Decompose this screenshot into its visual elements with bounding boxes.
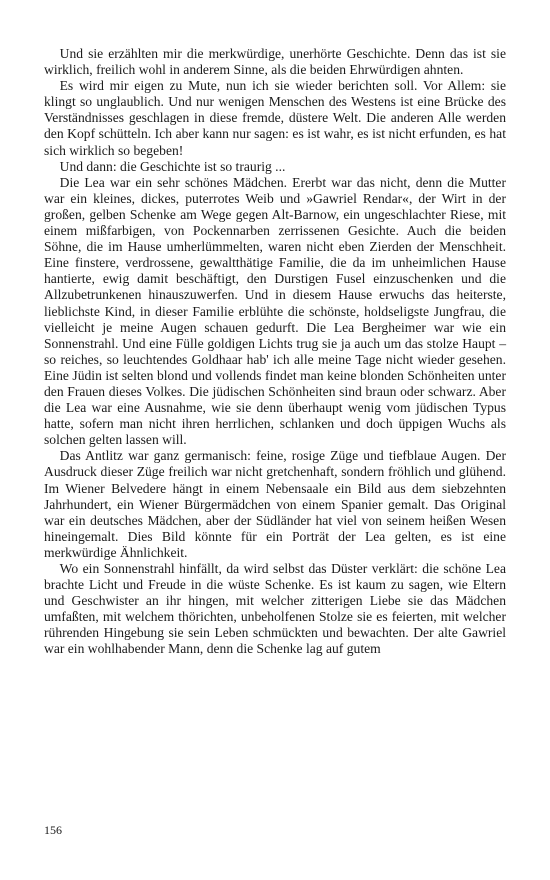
paragraph-3: Und dann: die Geschichte ist so traurig ... (59, 158, 286, 174)
paragraph-1: Und sie erzählten mir die merkwürdige, unerhörte Geschichte. Denn das ist sie wirklich, freilich wohl in anderem Sinne, als die beiden Ehrwürdigen ahnten. (44, 46, 506, 78)
paragraph-6: Wo ein Sonnenstrahl hinfällt, da wird selbst das Düster verklärt: die schöne Lea brachte Licht und Freude in die wüste Schenke. Es ist kaum zu sagen, wie Eltern und Geschwister an ihr hingen, mit welcher zitterigen Liebe sie das Mädchen umfaßten, mit welchem thörichten, unbeholfenen Stolze sie es feierten, mit welcher rührenden Hingebung sie sein Leben schmückten und bewachten. Der alte Gawriel war ein wohlhabender Mann, denn die Schenke lag auf gutem (44, 561, 506, 657)
paragraph-5: Das Antlitz war ganz germanisch: feine, rosige Züge und tiefblaue Augen. Der Ausdruck dieser Züge freilich war nicht gretchenhaft, sondern fröhlich und glühend. Im Wiener Belvedere hängt in einem Nebensaale ein Bild aus dem siebzehnten Jahrhundert, ein Wiener Bürgermädchen von einem Spanier gemalt. Das Original war ein deutsches Mädchen, aber der Südländer hat viel von seinem heißen Wesen hineingemalt. Dies Bild könnte für ein Porträt der Lea gelten, es ist eine merkwürdige Ähnlichkeit. (44, 448, 506, 560)
book-page (44, 46, 506, 658)
paragraph-2: Es wird mir eigen zu Mute, nun ich sie wieder berichten soll. Vor Allem: sie klingt so unglaublich. Und nur wenigen Menschen des Westens ist eine Brücke des Verständnisses geschlagen in diese fremde, düstere Welt. Die anderen Alle werden den Kopf schütteln. Ich aber kann nur sagen: es ist wahr, es ist nicht erfunden, es hat sich wirklich so begeben! (44, 78, 506, 158)
paragraph-4: Die Lea war ein sehr schönes Mädchen. Ererbt war das nicht, denn die Mutter war ein kleines, dickes, puterrotes Weib und »Gawriel Rendar«, der Wirt in der großen, gelben Schenke am Wege gegen Alt-Barnow, ein ungeschlachter Riese, mit einem mißfarbigen, von Pockennarben zerrissenen Gesichte. Auch die beiden Söhne, die im Hause umherlümmelten, waren nicht eben Zierden der Menschheit. Eine finstere, verdrossene, gewaltthätige Familie, die da im unheimlichen Hause hantierte, ewig damit beschäftigt, den Durstigen Fusel einzuschenken und die Allzubetrunkenen hinauszuwerfen. Und in diesem Hause erwuchs das heiterste, lieblichste Kind, in dieser Familie erblühte die schönste, holdseligste Jungfrau, die vielleicht je meine Augen schauen gedurft. Die Lea Bergheimer war wie ein Sonnenstrahl. Und eine Fülle goldigen Lichts trug sie ja auch um das stolze Haupt – so reiches, so leuchtendes Goldhaar hab' ich alle meine Tage nicht wieder gesehen. Eine Jüdin ist selten blond und vollends findet man keine blonden Schönheiten unter den Frauen dieses Volkes. Die jüdischen Schönheiten sind braun oder schwarz. Aber die Lea war eine Ausnahme, wie sie denn überhaupt wenig vom jüdischen Typus hatte, sofern man nicht ihren herrlichen, schlanken und doch üppigen Wuchs als solchen gelten lassen will. (44, 174, 506, 448)
page-number: 156 (44, 823, 62, 837)
